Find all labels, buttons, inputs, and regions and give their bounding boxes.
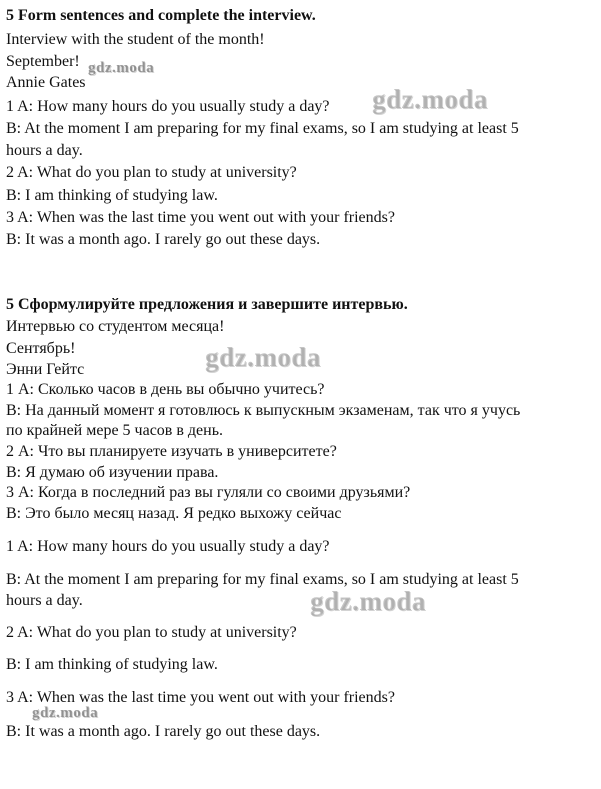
english-line: B: It was a month ago. I rarely go out these days. — [6, 231, 321, 248]
russian-line: 3 А: Когда в последний раз вы гуляли со своими друзьями? — [6, 484, 411, 501]
answer-line: B: At the moment I am preparing for my final exams, so I am studying at least 5 — [6, 571, 519, 588]
russian-line: по крайней мере 5 часов в день. — [6, 422, 224, 439]
answer-line: 1 A: How many hours do you usually study a day? — [6, 538, 330, 555]
russian-line: Сентябрь! — [6, 340, 76, 357]
answer-line: 2 A: What do you plan to study at university? — [6, 624, 297, 641]
watermark: gdz.moda — [310, 586, 426, 616]
english-line: B: At the moment I am preparing for my final exams, so I am studying at least 5 — [6, 120, 519, 137]
english-line: 2 A: What do you plan to study at university? — [6, 164, 297, 181]
watermark: gdz.moda — [88, 60, 155, 76]
russian-line: Интервью со студентом месяца! — [6, 318, 225, 335]
english-line: Annie Gates — [6, 74, 86, 91]
watermark: gdz.moda — [205, 342, 321, 372]
answer-line: B: It was a month ago. I rarely go out these days. — [6, 723, 321, 740]
russian-line: 1 А: Сколько часов в день вы обычно учитесь? — [6, 381, 325, 398]
english-line: hours a day. — [6, 142, 83, 159]
english-line: B: I am thinking of studying law. — [6, 187, 218, 204]
english-line: 1 A: How many hours do you usually study a day? — [6, 98, 330, 115]
english-line: 3 A: When was the last time you went out with your friends? — [6, 209, 395, 226]
english-line: Interview with the student of the month! — [6, 31, 265, 48]
russian-line: В: Это было месяц назад. Я редко выхожу сейчас — [6, 505, 342, 522]
russian-line: Энни Гейтс — [6, 361, 85, 378]
english-heading: 5 Form sentences and complete the interview. — [6, 7, 316, 24]
answer-line: 3 A: When was the last time you went out with your friends? — [6, 689, 395, 706]
russian-line: 2 А: Что вы планируете изучать в университете? — [6, 443, 337, 460]
watermark: gdz.moda — [32, 705, 99, 721]
answer-line: B: I am thinking of studying law. — [6, 656, 218, 673]
answer-line: hours a day. — [6, 592, 83, 609]
russian-line: В: Я думаю об изучении права. — [6, 464, 219, 481]
russian-line: В: На данный момент я готовлюсь к выпускным экзаменам, так что я учусь — [6, 402, 521, 419]
english-line: September! — [6, 53, 80, 70]
watermark: gdz.moda — [372, 84, 488, 114]
russian-heading: 5 Сформулируйте предложения и завершите интервью. — [6, 296, 408, 313]
